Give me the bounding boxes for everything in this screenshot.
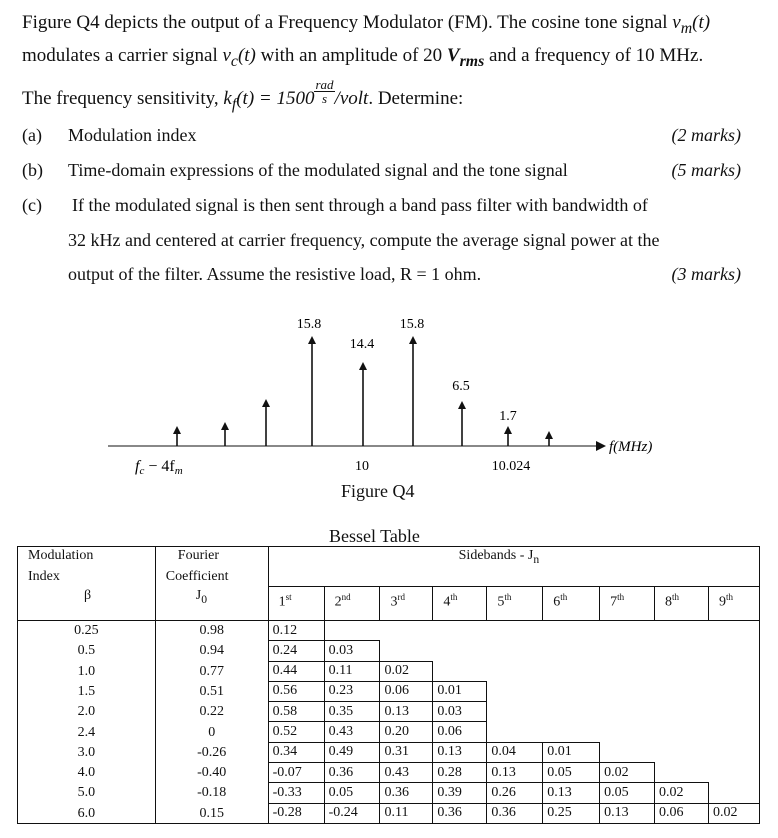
jn-cell: 0.06 (655, 803, 709, 823)
jn-cell: 0.01 (433, 681, 487, 701)
jn-cell: 0.04 (487, 742, 543, 762)
j0-cell: -0.40 (155, 762, 268, 782)
empty-cell (708, 681, 759, 701)
vc-symbol: $v_c(t)$ (222, 45, 256, 70)
center-frequency-label: 10 (355, 459, 369, 474)
empty-cell (487, 661, 543, 681)
empty-cell (708, 762, 759, 782)
table-row (18, 783, 760, 803)
jn-cell: 0.13 (487, 762, 543, 782)
kf-symbol: $k_f(t) = 1500$ (223, 87, 315, 113)
question-b-text: Time-domain expressions of the modulated signal and the tone signal (68, 160, 568, 180)
jn-cell: 0.12 (268, 620, 324, 640)
spectral-line-arrow (504, 426, 512, 434)
jn-cell: 0.26 (487, 783, 543, 803)
j0-cell: 0.98 (155, 620, 268, 640)
empty-cell (708, 783, 759, 803)
beta-cell: 2.0 (18, 702, 156, 722)
empty-cell (487, 722, 543, 742)
amplitude-label: 14.4 (349, 337, 375, 352)
beta-cell: 1.0 (18, 661, 156, 681)
empty-cell (543, 702, 600, 722)
question-c-text-3: output of the filter. Assume the resistive load, R = 1 ohm. (68, 264, 482, 284)
empty-cell (600, 641, 655, 661)
beta-cell: 6.0 (18, 803, 156, 823)
table-row (18, 702, 760, 722)
empty-cell (708, 661, 759, 681)
jn-cell: 0.34 (268, 742, 324, 762)
bessel-table (17, 546, 760, 824)
j0-cell: 0.94 (155, 641, 268, 661)
jn-cell: 0.35 (324, 702, 380, 722)
amplitude-label: 15.8 (399, 317, 425, 332)
jn-cell: 0.13 (600, 803, 655, 823)
jn-cell: 0.39 (433, 783, 487, 803)
empty-cell (543, 641, 600, 661)
spectral-line-arrow (458, 401, 466, 409)
empty-cell (655, 681, 709, 701)
jn-cell: -0.28 (268, 803, 324, 823)
header-row-1 (18, 547, 760, 569)
figure-caption: Figure Q4 (341, 481, 415, 501)
empty-cell (600, 742, 655, 762)
beta-cell: 0.25 (18, 620, 156, 640)
empty-cell (380, 620, 433, 640)
col-beta-header-2: Index (18, 568, 156, 586)
empty-cell (655, 742, 709, 762)
table-row (18, 742, 760, 762)
jn-cell: 0.11 (380, 803, 433, 823)
order-header: 9th (708, 586, 759, 620)
beta-cell: 3.0 (18, 742, 156, 762)
empty-cell (655, 620, 709, 640)
jn-cell: 0.43 (380, 762, 433, 782)
beta-cell: 0.5 (18, 641, 156, 661)
axis-unit-label: f(MHz) (609, 439, 653, 455)
col-j0-header-1: Fourier (155, 547, 268, 569)
jn-cell: 0.05 (324, 783, 380, 803)
empty-cell (543, 722, 600, 742)
jn-cell: 0.02 (600, 762, 655, 782)
question-a-marks: (2 marks) (671, 125, 741, 145)
spectral-line-arrow (173, 426, 181, 434)
order-header: 8th (655, 586, 709, 620)
empty-cell (487, 620, 543, 640)
empty-cell (543, 681, 600, 701)
rad-per-s-fraction: $\frac{\text{rad}}{s}$ (315, 77, 334, 106)
question-c-marks: (3 marks) (671, 264, 741, 284)
j0-cell: -0.18 (155, 783, 268, 803)
spectral-line-arrow (359, 362, 367, 370)
spectral-line-arrow (221, 422, 229, 430)
j0-cell: 0.22 (155, 702, 268, 722)
fm-spectrum-figure (0, 300, 778, 510)
question-b-label: (b) (22, 160, 43, 180)
jn-cell: 0.06 (380, 681, 433, 701)
axis-arrowhead (596, 441, 606, 451)
jn-cell: 0.36 (487, 803, 543, 823)
empty-cell (708, 702, 759, 722)
jn-cell: 0.02 (655, 783, 709, 803)
empty-cell (655, 661, 709, 681)
spectral-line-arrow (262, 399, 270, 407)
table-row (18, 762, 760, 782)
jn-cell: 0.11 (324, 661, 380, 681)
sidebands-header: Sidebands - $J_n$ (268, 547, 759, 569)
empty-cell (600, 620, 655, 640)
empty-cell (487, 702, 543, 722)
empty-cell (487, 681, 543, 701)
question-a-text: Modulation index (68, 125, 197, 145)
header-row-3 (18, 586, 760, 620)
intro-line-2: modulates a carrier signal $v_c(t)$ with an amplitude of 20 $V_{rms}$ and a frequency of 10 MHz. (22, 45, 704, 70)
question-c-text-1: If the modulated signal is then sent through a band pass filter with bandwidth of (72, 195, 648, 215)
jn-cell: 0.52 (268, 722, 324, 742)
jn-cell: 0.56 (268, 681, 324, 701)
spectral-line-arrow (545, 431, 553, 439)
col-j0-header-3: $J_0$ (155, 586, 268, 620)
order-header: 2nd (324, 586, 380, 620)
beta-cell: 5.0 (18, 783, 156, 803)
empty-cell (324, 620, 380, 640)
beta-cell: 2.4 (18, 722, 156, 742)
jn-cell: 0.05 (600, 783, 655, 803)
empty-cell (600, 722, 655, 742)
empty-cell (600, 702, 655, 722)
amplitude-label: 1.7 (499, 409, 517, 424)
empty-cell (655, 722, 709, 742)
jn-cell: 0.28 (433, 762, 487, 782)
empty-cell (600, 661, 655, 681)
jn-cell: 0.25 (543, 803, 600, 823)
col-j0-header-2: Coefficient (155, 568, 268, 586)
jn-cell: -0.33 (268, 783, 324, 803)
jn-cell: 0.03 (324, 641, 380, 661)
amplitude-label: 6.5 (452, 379, 470, 394)
beta-cell: 1.5 (18, 681, 156, 701)
jn-cell: 0.02 (380, 661, 433, 681)
empty-cell (708, 722, 759, 742)
question-c-label: (c) (22, 195, 42, 215)
order-header: 6th (543, 586, 600, 620)
empty-cell (433, 620, 487, 640)
jn-cell: 0.06 (433, 722, 487, 742)
empty-cell (708, 641, 759, 661)
beta-cell: 4.0 (18, 762, 156, 782)
jn-cell: 0.36 (380, 783, 433, 803)
empty-cell (380, 641, 433, 661)
left-frequency-label: fc − 4fm (135, 458, 183, 477)
table-row (18, 620, 760, 640)
vm-symbol: $v_m(t)$ (672, 12, 711, 37)
jn-cell: 0.03 (433, 702, 487, 722)
j0-cell: 0 (155, 722, 268, 742)
question-a-label: (a) (22, 125, 42, 145)
jn-cell: 0.23 (324, 681, 380, 701)
empty-cell (433, 661, 487, 681)
jn-cell: 0.36 (324, 762, 380, 782)
empty-cell (708, 742, 759, 762)
jn-cell: -0.07 (268, 762, 324, 782)
j0-cell: 0.51 (155, 681, 268, 701)
order-header: 7th (600, 586, 655, 620)
col-beta-header-1: Modulation (18, 547, 156, 569)
jn-cell: 0.31 (380, 742, 433, 762)
jn-cell: 0.44 (268, 661, 324, 681)
question-c-text-2: 32 kHz and centered at carrier frequency, compute the average signal power at the (68, 230, 660, 250)
vrms-symbol: $V_{rms}$ (446, 45, 485, 70)
table-row (18, 722, 760, 742)
order-header: 4th (433, 586, 487, 620)
order-header: 5th (487, 586, 543, 620)
header-row-2 (18, 568, 760, 586)
jn-cell: 0.13 (380, 702, 433, 722)
amplitude-label: 15.8 (296, 317, 322, 332)
j0-cell: 0.15 (155, 803, 268, 823)
empty-cell (543, 661, 600, 681)
jn-cell: 0.43 (324, 722, 380, 742)
jn-cell: -0.24 (324, 803, 380, 823)
question-b-marks: (5 marks) (671, 160, 741, 180)
table-row (18, 641, 760, 661)
spectral-line-arrow (409, 336, 417, 344)
empty-cell (600, 681, 655, 701)
col-beta-header-3: β (18, 586, 156, 620)
j0-cell: 0.77 (155, 661, 268, 681)
jn-cell: 0.49 (324, 742, 380, 762)
empty-cell (487, 641, 543, 661)
empty-cell (543, 620, 600, 640)
j0-cell: -0.26 (155, 742, 268, 762)
intro-line-1: Figure Q4 depicts the output of a Frequency Modulator (FM). The cosine tone signal $v_m(t)$ (22, 12, 711, 37)
bessel-table-body (18, 620, 760, 823)
empty-cell (655, 702, 709, 722)
jn-cell: 0.13 (543, 783, 600, 803)
table-row (18, 803, 760, 823)
jn-cell: 0.36 (433, 803, 487, 823)
jn-cell: 0.02 (708, 803, 759, 823)
empty-cell (708, 620, 759, 640)
empty-cell (433, 641, 487, 661)
bessel-table-title: Bessel Table (329, 526, 420, 546)
table-row (18, 661, 760, 681)
right-frequency-label: 10.024 (491, 459, 531, 474)
jn-cell: 0.05 (543, 762, 600, 782)
jn-cell: 0.24 (268, 641, 324, 661)
intro-line-3: The frequency sensitivity, $k_f(t) = 1500$ $\frac{\text{rad}}{s}$ /volt. Determine: (22, 77, 464, 113)
order-header: 1st (268, 586, 324, 620)
order-header: 3rd (380, 586, 433, 620)
jn-cell: 0.13 (433, 742, 487, 762)
spectral-line-arrow (308, 336, 316, 344)
jn-cell: 0.20 (380, 722, 433, 742)
empty-cell (655, 641, 709, 661)
empty-cell (655, 762, 709, 782)
table-row (18, 681, 760, 701)
jn-cell: 0.01 (543, 742, 600, 762)
jn-cell: 0.58 (268, 702, 324, 722)
